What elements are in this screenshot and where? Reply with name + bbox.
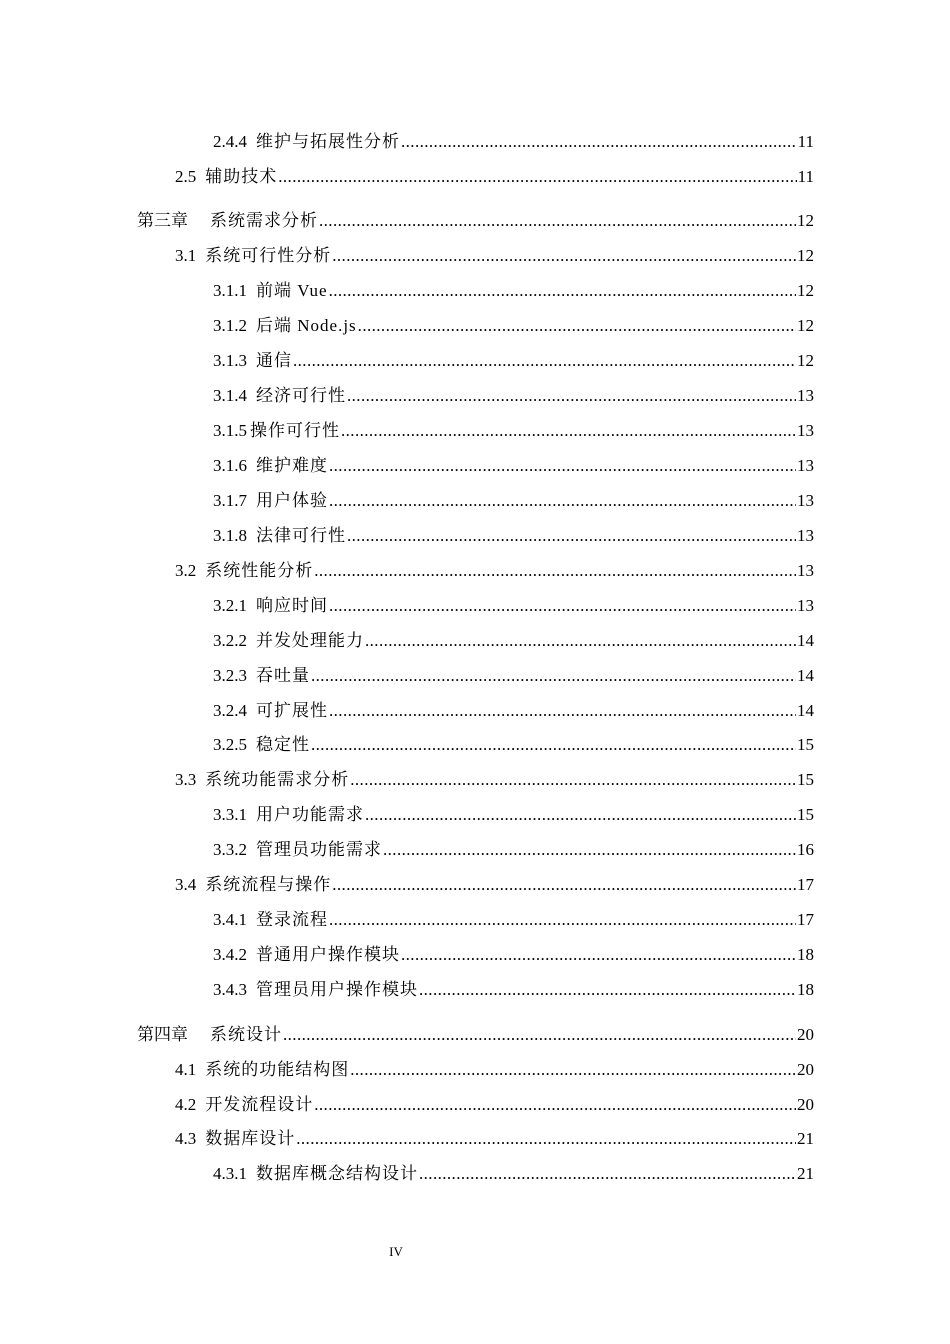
toc-entry-title: 系统流程与操作	[205, 875, 332, 894]
dot-leader	[329, 596, 796, 616]
toc-entry-number: 4.1	[175, 1060, 197, 1079]
toc-entry-title: 系统设计	[210, 1025, 282, 1044]
dot-leader	[311, 666, 796, 686]
dot-leader	[347, 526, 796, 546]
dot-leader	[401, 945, 796, 965]
toc-entry[interactable]	[213, 128, 814, 152]
toc-entry-title: 数据库设计	[205, 1129, 296, 1148]
toc-entry-page: 15	[797, 770, 814, 789]
toc-entry-title: 维护难度	[256, 456, 328, 475]
toc-entry-page: 21	[797, 1164, 814, 1183]
dot-leader	[296, 1129, 796, 1149]
toc-entry-number: 3.1.5	[213, 421, 247, 440]
dot-leader	[278, 167, 796, 187]
dot-leader	[341, 421, 796, 441]
toc-entry-page: 13	[797, 491, 814, 510]
toc-entry-number: 3.2.4	[213, 701, 247, 720]
toc-entry-title: 后端 Node.js	[256, 316, 357, 335]
toc-entry[interactable]	[213, 487, 814, 511]
toc-entry[interactable]	[213, 417, 814, 441]
toc-entry-number: 3.4.2	[213, 945, 247, 964]
toc-entry-number: 3.1.8	[213, 526, 247, 545]
toc-entry-title: 管理员用户操作模块	[256, 980, 418, 999]
toc-entry-title: 经济可行性	[256, 386, 346, 405]
toc-entry-title: 吞吐量	[256, 666, 310, 685]
toc-entry[interactable]	[175, 1125, 814, 1149]
toc-entry-title: 用户功能需求	[256, 805, 364, 824]
toc-entry[interactable]	[213, 941, 814, 965]
toc-entry-page: 13	[797, 386, 814, 405]
dot-leader	[350, 770, 796, 790]
toc-entry-title: 系统性能分析	[205, 561, 314, 580]
toc-entry-number: 3.2	[175, 561, 197, 580]
toc-entry[interactable]	[213, 662, 814, 686]
dot-leader	[383, 840, 796, 860]
toc-entry-title: 开发流程设计	[205, 1095, 314, 1114]
toc-entry-title: 登录流程	[256, 910, 328, 929]
toc-entry[interactable]	[213, 277, 814, 301]
toc-entry-title: 通信	[256, 351, 292, 370]
dot-leader	[401, 132, 797, 152]
toc-entry-number: 3.2.1	[213, 596, 247, 615]
toc-entry-title: 操作可行性	[250, 421, 340, 440]
toc-entry-page: 13	[797, 526, 814, 545]
toc-entry-page: 18	[797, 945, 814, 964]
toc-entry[interactable]	[175, 163, 814, 187]
dot-leader	[293, 351, 796, 371]
toc-entry-page: 16	[797, 840, 814, 859]
toc-entry[interactable]	[213, 976, 814, 1000]
toc-chapter-entry[interactable]	[137, 1021, 814, 1045]
dot-leader	[329, 456, 796, 476]
toc-entry-page: 20	[797, 1095, 814, 1114]
toc-entry-number: 3.2.3	[213, 666, 247, 685]
toc-entry-page: 20	[797, 1025, 814, 1044]
toc-entry-number: 3.3	[175, 770, 197, 789]
toc-entry-number: 4.3.1	[213, 1164, 247, 1183]
dot-leader	[319, 211, 796, 231]
toc-entry-number: 4.2	[175, 1095, 197, 1114]
toc-entry-number: 3.1	[175, 246, 197, 265]
toc-entry[interactable]	[213, 382, 814, 406]
toc-entry-title: 辅助技术	[205, 167, 278, 186]
toc-entry-page: 13	[797, 421, 814, 440]
toc-entry-title: 前端 Vue	[256, 281, 328, 300]
toc-entry[interactable]	[175, 871, 814, 895]
toc-entry-page: 13	[797, 561, 814, 580]
page-number: IV	[389, 1244, 403, 1259]
toc-entry[interactable]	[175, 766, 814, 790]
dot-leader	[358, 316, 796, 336]
toc-entry-number: 3.2.2	[213, 631, 247, 650]
dot-leader	[365, 631, 796, 651]
toc-entry-number: 3.1.7	[213, 491, 247, 510]
dot-leader	[314, 561, 796, 581]
dot-leader	[329, 701, 796, 721]
toc-entry-title: 用户体验	[256, 491, 328, 510]
toc-entry-number: 3.1.2	[213, 316, 247, 335]
toc-entry-number: 3.2.5	[213, 735, 247, 754]
toc-entry[interactable]	[213, 906, 814, 930]
toc-entry-number: 3.1.1	[213, 281, 247, 300]
toc-entry-title: 系统可行性分析	[205, 246, 332, 265]
dot-leader	[283, 1025, 796, 1045]
dot-leader	[350, 1060, 796, 1080]
toc-entry-page: 15	[797, 735, 814, 754]
toc-entry-title: 系统需求分析	[210, 211, 318, 230]
toc-entry-title: 法律可行性	[256, 526, 346, 545]
toc-entry-title: 维护与拓展性分析	[256, 132, 400, 151]
toc-entry[interactable]	[213, 731, 814, 755]
dot-leader	[311, 735, 796, 755]
toc-entry[interactable]	[213, 592, 814, 616]
dot-leader	[329, 491, 796, 511]
toc-entry-title: 普通用户操作模块	[256, 945, 400, 964]
toc-entry-number: 3.3.2	[213, 840, 247, 859]
toc-entry[interactable]	[213, 522, 814, 546]
toc-entry-title: 可扩展性	[256, 701, 328, 720]
toc-entry-page: 11	[797, 167, 814, 186]
toc-entry[interactable]	[213, 1160, 814, 1184]
toc-entry-page: 15	[797, 805, 814, 824]
toc-entry-page: 14	[797, 631, 814, 650]
toc-entry-title: 并发处理能力	[256, 631, 364, 650]
toc-chapter-entry[interactable]	[137, 207, 814, 231]
toc-entry-title: 响应时间	[256, 596, 328, 615]
toc-entry-title: 管理员功能需求	[256, 840, 382, 859]
dot-leader	[419, 1164, 796, 1184]
toc-entry-number: 3.1.6	[213, 456, 247, 475]
toc-entry-number: 3.3.1	[213, 805, 247, 824]
toc-entry-page: 18	[797, 980, 814, 999]
toc-entry-page: 20	[797, 1060, 814, 1079]
toc-entry-page: 12	[797, 211, 814, 230]
toc-entry-number: 3.1.4	[213, 386, 247, 405]
toc-entry[interactable]	[213, 452, 814, 476]
toc-entry-number: 第三章	[137, 211, 188, 230]
toc-entry-page: 11	[797, 132, 814, 151]
toc-entry[interactable]	[213, 627, 814, 651]
toc-entry[interactable]	[175, 557, 814, 581]
toc-entry-page: 17	[797, 910, 814, 929]
toc-entry[interactable]	[213, 801, 814, 825]
toc-entry[interactable]	[175, 1091, 814, 1115]
toc-entry-page: 13	[797, 456, 814, 475]
toc-entry-number: 3.4	[175, 875, 197, 894]
toc-entry-number: 2.5	[175, 167, 197, 186]
toc-entry-number: 2.4.4	[213, 132, 247, 151]
dot-leader	[332, 875, 796, 895]
toc-entry-number: 3.1.3	[213, 351, 247, 370]
dot-leader	[419, 980, 796, 1000]
toc-entry-title: 稳定性	[256, 735, 310, 754]
toc-entry-page: 12	[797, 281, 814, 300]
toc-entry-page: 14	[797, 666, 814, 685]
toc-entry-title: 系统的功能结构图	[205, 1060, 350, 1079]
toc-entry-page: 13	[797, 596, 814, 615]
toc-entry-number: 3.4.1	[213, 910, 247, 929]
dot-leader	[347, 386, 796, 406]
toc-entry-title: 数据库概念结构设计	[256, 1164, 418, 1183]
dot-leader	[314, 1095, 796, 1115]
toc-entry-page: 12	[797, 351, 814, 370]
dot-leader	[365, 805, 796, 825]
toc-entry-page: 12	[797, 246, 814, 265]
toc-entry-title: 系统功能需求分析	[205, 770, 350, 789]
toc-entry-page: 21	[797, 1129, 814, 1148]
toc-entry[interactable]	[175, 1056, 814, 1080]
toc-entry-number: 3.4.3	[213, 980, 247, 999]
toc-entry-number: 4.3	[175, 1129, 197, 1148]
toc-entry[interactable]	[213, 312, 814, 336]
toc-entry[interactable]	[213, 836, 814, 860]
dot-leader	[332, 246, 796, 266]
toc-entry-page: 17	[797, 875, 814, 894]
toc-entry[interactable]	[175, 242, 814, 266]
toc-entry-page: 14	[797, 701, 814, 720]
toc-entry[interactable]	[213, 697, 814, 721]
toc-entry-number: 第四章	[137, 1025, 188, 1044]
toc-entry-page: 12	[797, 316, 814, 335]
dot-leader	[329, 910, 796, 930]
toc-entry[interactable]	[213, 347, 814, 371]
dot-leader	[329, 281, 796, 301]
